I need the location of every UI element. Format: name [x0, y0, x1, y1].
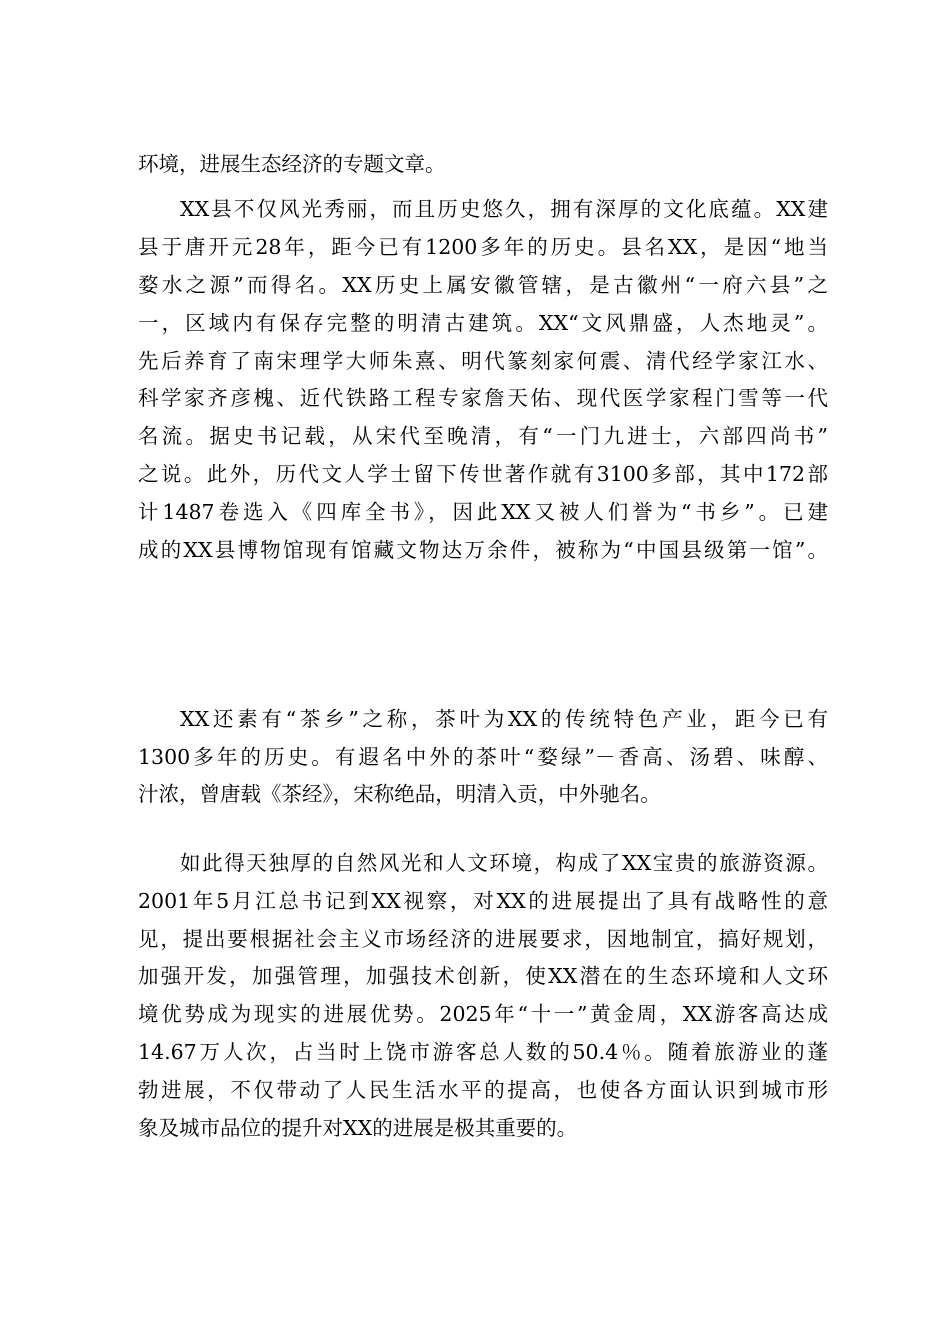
text-line: 先后养育了南宋理学大师朱熹、明代篆刻家何震、清代经学家江水、	[138, 348, 828, 373]
text-line: 境优势成为现实的进展优势。2025年“十一”黄金周，XX游客高达成	[138, 1002, 828, 1027]
text-line: 象及城市品位的提升对XX的进展是极其重要的。	[138, 1115, 578, 1140]
text-line: 计1487卷选入《四库全书》，因此XX又被人们誉为“书乡”。已建	[138, 500, 828, 525]
text-line: 如此得天独厚的自然风光和人文环境，构成了XX宝贵的旅游资源。	[180, 851, 828, 875]
text-line: 成的XX县博物馆现有馆藏文物达万余件，被称为“中国县级第一馆”。	[138, 538, 828, 563]
text-line: 1300多年的历史。有遐名中外的茶叶“婺绿”－香高、汤碧、味醇、	[138, 744, 828, 769]
text-line: 之说。此外，历代文人学士留下传世著作就有3100多部，其中172部	[138, 462, 828, 487]
paragraph-history	[138, 191, 828, 570]
text-line: 汁浓，曾唐载《茶经》，宋称绝品，明清入贡，中外驰名。	[138, 782, 661, 807]
text-line: 2001年5月江总书记到XX视察，对XX的进展提出了具有战略性的意	[138, 888, 828, 913]
text-line: 见，提出要根据社会主义市场经济的进展要求，因地制宜，搞好规划，	[138, 926, 828, 951]
text-line: 县于唐开元28年，距今已有1200多年的历史。县名XX，是因“地当	[138, 234, 828, 259]
text-line: 环境，进展生态经济的专题文章。	[138, 152, 446, 176]
text-line: 加强开发，加强管理，加强技术创新，使XX潜在的生态环境和人文环	[138, 964, 828, 989]
text-line: 科学家齐彦槐、近代铁路工程专家詹天佑、现代医学家程门雪等一代	[138, 386, 828, 411]
text-line: 一，区域内有保存完整的明清古建筑。XX“文风鼎盛，人杰地灵”。	[138, 310, 828, 335]
text-line: 名流。据史书记载，从宋代至晚清，有“一门九进士，六部四尚书”	[138, 424, 828, 449]
paragraph-continuation	[138, 146, 828, 184]
paragraph-tea	[138, 701, 828, 814]
text-line: 勃进展，不仅带动了人民生活水平的提高，也使各方面认识到城市形	[138, 1077, 828, 1102]
paragraph-tourism	[138, 845, 828, 1147]
text-line: XX县不仅风光秀丽，而且历史悠久，拥有深厚的文化底蕴。XX建	[180, 197, 828, 221]
text-line: XX还素有“茶乡”之称，茶叶为XX的传统特色产业，距今已有	[180, 707, 828, 731]
text-line: 婺水之源”而得名。XX历史上属安徽管辖，是古徽州“一府六县”之	[138, 272, 828, 297]
text-line: 14.67万人次，占当时上饶市游客总人数的50.4％。随着旅游业的蓬	[138, 1039, 828, 1064]
